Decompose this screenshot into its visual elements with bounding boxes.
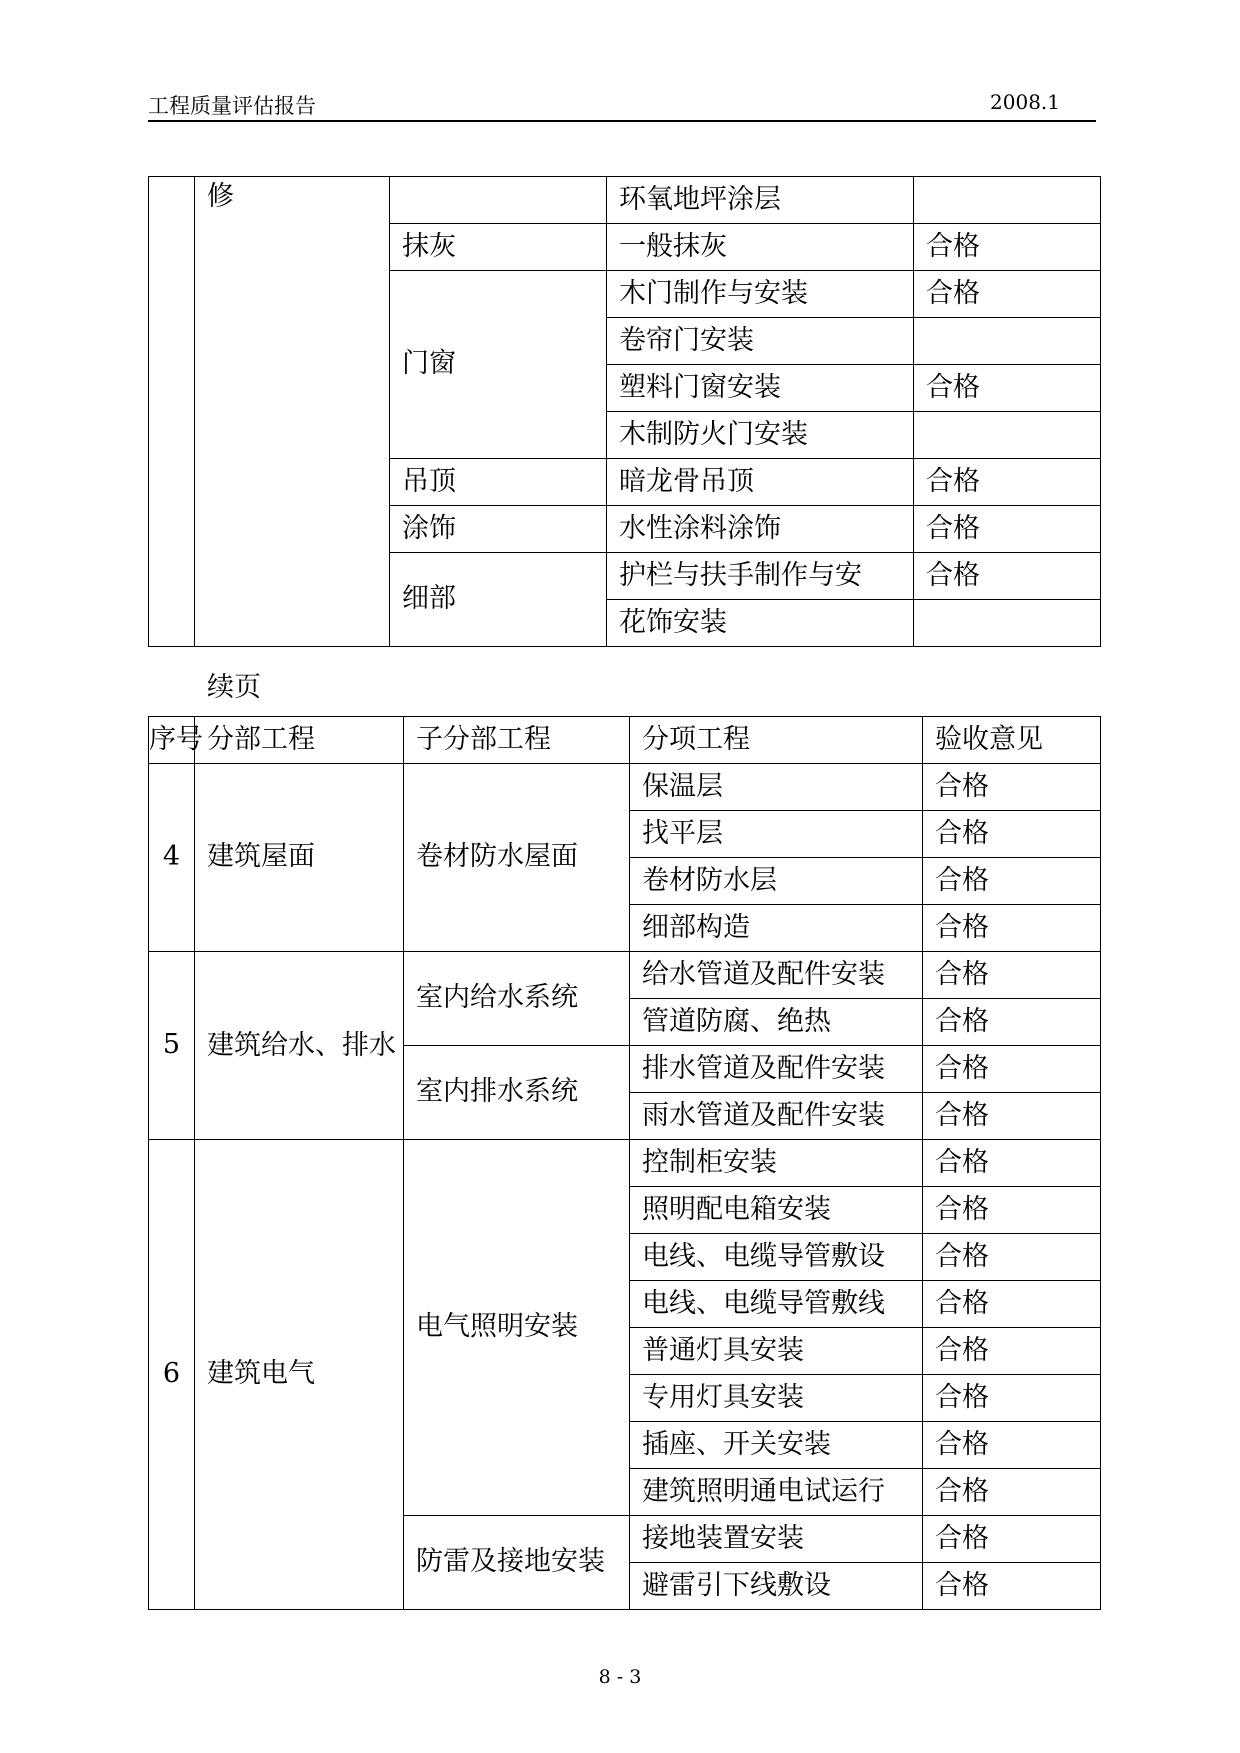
item-cell: 木门制作与安装 (607, 271, 914, 318)
item-cell: 给水管道及配件安装 (630, 952, 923, 999)
result-cell: 合格 (923, 905, 1101, 952)
item-cell: 专用灯具安装 (630, 1375, 923, 1422)
division-cell: 建筑给水、排水 (195, 952, 404, 1140)
number-cell: 4 (149, 764, 195, 952)
item-cell: 卷材防水层 (630, 858, 923, 905)
item-cell: 找平层 (630, 811, 923, 858)
division-cell: 建筑电气 (195, 1140, 404, 1610)
item-cell: 接地装置安装 (630, 1516, 923, 1563)
result-cell: 合格 (923, 1469, 1101, 1516)
result-cell: 合格 (914, 553, 1101, 600)
result-cell (914, 318, 1101, 365)
report-title: 工程质量评估报告 (148, 94, 316, 118)
result-cell (914, 600, 1101, 647)
division-cell: 建筑屋面 (195, 764, 404, 952)
result-cell: 合格 (923, 1328, 1101, 1375)
result-cell: 合格 (923, 1563, 1101, 1610)
header-item: 分项工程 (630, 717, 923, 764)
item-cell: 普通灯具安装 (630, 1328, 923, 1375)
item-cell: 管道防腐、绝热 (630, 999, 923, 1046)
item-cell: 电线、电缆导管敷线 (630, 1281, 923, 1328)
subdivision-cell: 防雷及接地安装 (404, 1516, 630, 1610)
table-row (149, 177, 1101, 224)
result-cell: 合格 (923, 1140, 1101, 1187)
number-cell: 5 (149, 952, 195, 1140)
item-cell: 保温层 (630, 764, 923, 811)
result-cell: 合格 (923, 1093, 1101, 1140)
result-cell: 合格 (923, 1375, 1101, 1422)
number-cell: 6 (149, 1140, 195, 1610)
item-cell: 卷帘门安装 (607, 318, 914, 365)
subdivision-cell: 电气照明安装 (404, 1140, 630, 1516)
division-cell: 修 (195, 177, 390, 647)
subdivision-cell: 室内给水系统 (404, 952, 630, 1046)
result-cell: 合格 (923, 1281, 1101, 1328)
item-cell: 避雷引下线敷设 (630, 1563, 923, 1610)
table-row (149, 952, 1101, 999)
header-result: 验收意见 (923, 717, 1101, 764)
table-row (149, 1140, 1101, 1187)
result-cell: 合格 (914, 224, 1101, 271)
continued-label: 续页 (207, 672, 261, 703)
header-division: 分部工程 (195, 717, 404, 764)
page-header (148, 88, 1096, 122)
item-cell: 雨水管道及配件安装 (630, 1093, 923, 1140)
subdivision-cell: 门窗 (390, 271, 607, 459)
acceptance-table (148, 716, 1101, 1610)
header-number: 序号 (149, 717, 195, 764)
result-cell: 合格 (914, 506, 1101, 553)
result-cell: 合格 (923, 1422, 1101, 1469)
subdivision-cell: 吊顶 (390, 459, 607, 506)
decoration-table-continued (148, 176, 1101, 647)
subdivision-cell: 室内排水系统 (404, 1046, 630, 1140)
page-number: 8 - 3 (598, 1666, 642, 1688)
item-cell: 环氧地坪涂层 (607, 177, 914, 224)
item-cell: 电线、电缆导管敷设 (630, 1234, 923, 1281)
item-cell: 插座、开关安装 (630, 1422, 923, 1469)
table-header-row (149, 717, 1101, 764)
result-cell (914, 412, 1101, 459)
result-cell (914, 177, 1101, 224)
subdivision-cell: 细部 (390, 553, 607, 647)
item-cell: 细部构造 (630, 905, 923, 952)
result-cell: 合格 (923, 858, 1101, 905)
result-cell: 合格 (923, 999, 1101, 1046)
subdivision-cell: 卷材防水屋面 (404, 764, 630, 952)
result-cell: 合格 (914, 271, 1101, 318)
subdivision-cell (390, 177, 607, 224)
item-cell: 建筑照明通电试运行 (630, 1469, 923, 1516)
result-cell: 合格 (923, 1046, 1101, 1093)
result-cell: 合格 (923, 952, 1101, 999)
item-cell: 护栏与扶手制作与安 (607, 553, 914, 600)
header-subdivision: 子分部工程 (404, 717, 630, 764)
result-cell: 合格 (923, 1234, 1101, 1281)
item-cell: 排水管道及配件安装 (630, 1046, 923, 1093)
result-cell: 合格 (923, 811, 1101, 858)
item-cell: 塑料门窗安装 (607, 365, 914, 412)
item-cell: 花饰安装 (607, 600, 914, 647)
result-cell: 合格 (923, 1187, 1101, 1234)
table-row (149, 764, 1101, 811)
item-cell: 水性涂料涂饰 (607, 506, 914, 553)
subdivision-cell: 抹灰 (390, 224, 607, 271)
report-date: 2008.1 (990, 90, 1060, 114)
item-cell: 木制防火门安装 (607, 412, 914, 459)
subdivision-cell: 涂饰 (390, 506, 607, 553)
number-cell (149, 177, 195, 647)
result-cell: 合格 (923, 764, 1101, 811)
result-cell: 合格 (923, 1516, 1101, 1563)
item-cell: 照明配电箱安装 (630, 1187, 923, 1234)
result-cell: 合格 (914, 459, 1101, 506)
item-cell: 一般抹灰 (607, 224, 914, 271)
result-cell: 合格 (914, 365, 1101, 412)
item-cell: 暗龙骨吊顶 (607, 459, 914, 506)
item-cell: 控制柜安装 (630, 1140, 923, 1187)
